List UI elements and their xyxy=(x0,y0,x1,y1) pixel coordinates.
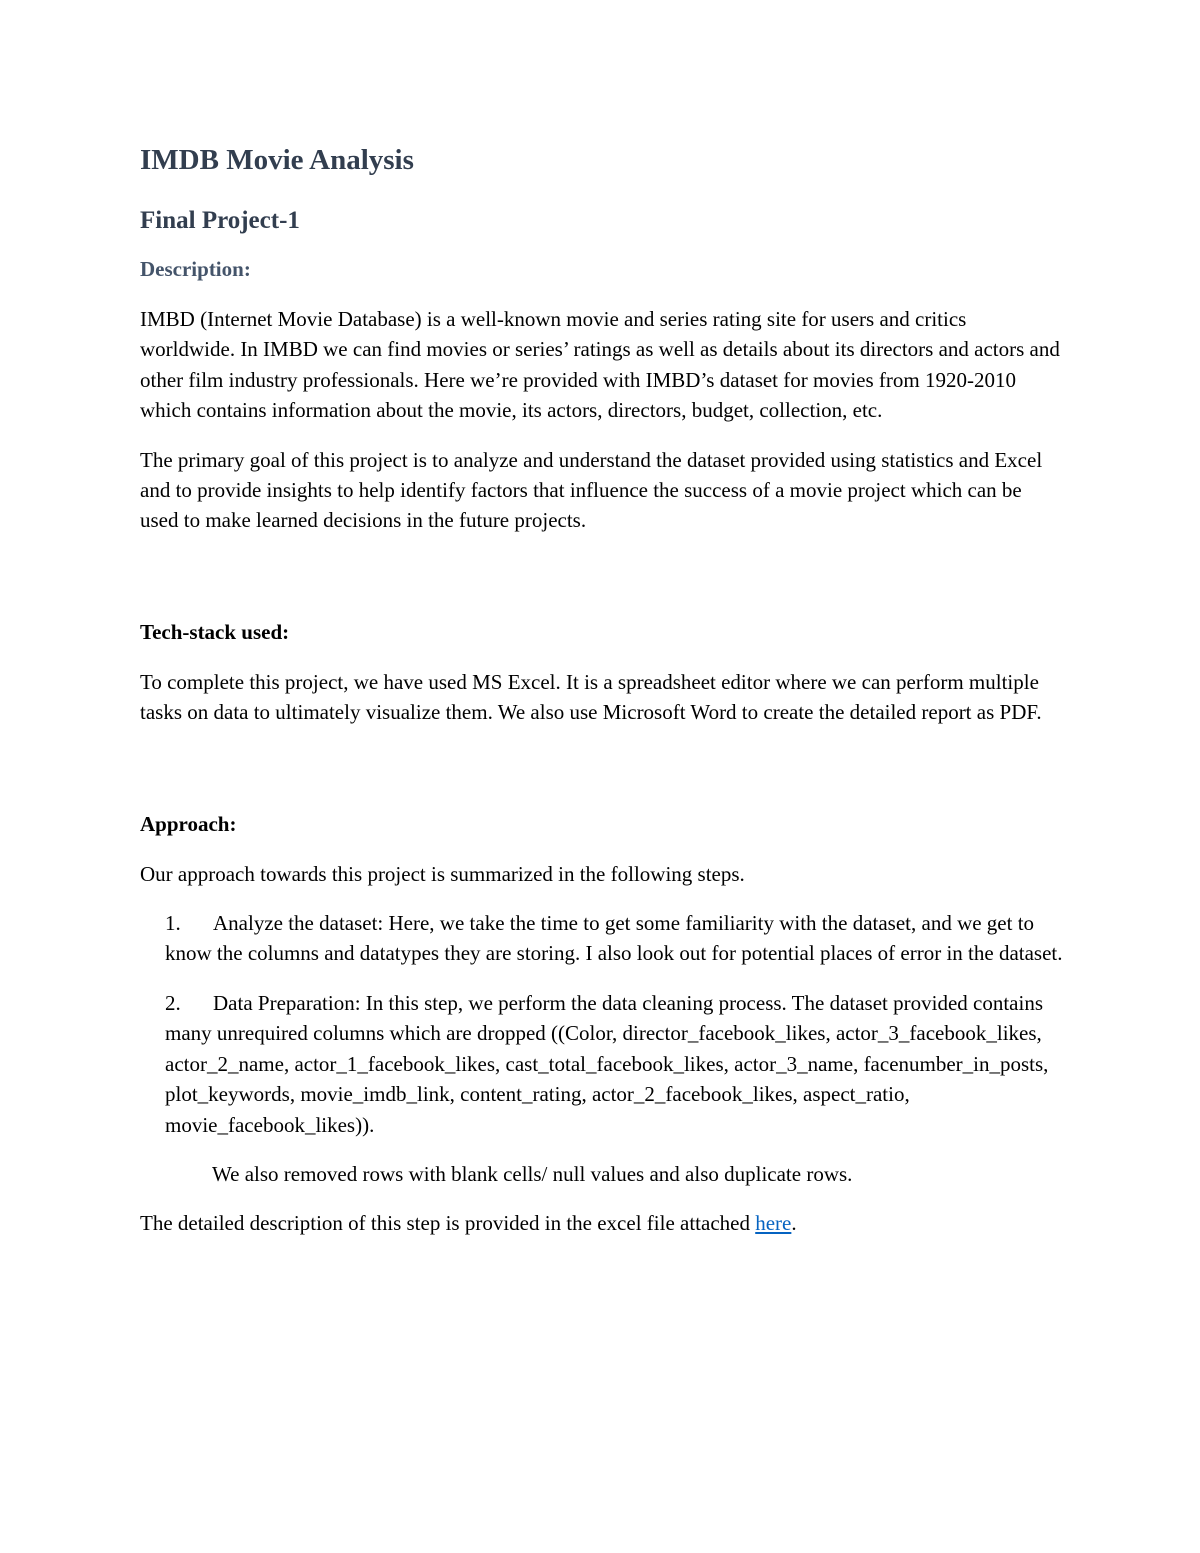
document-content xyxy=(140,140,1065,1258)
list-number: 2. xyxy=(165,990,181,1015)
list-item-text: Data Preparation: In this step, we perform the data cleaning process. The dataset provided contains many unrequired columns which are dropped ((Color, director_facebook_likes, actor_3_facebook_likes, actor_2_name, actor_1_facebook_likes, cast_total_facebook_likes, actor_3_name, facenumber_in_posts, plot_keywords, movie_imdb_link, content_rating, actor_2_facebook_likes, aspect_ratio, movie_facebook_likes)). xyxy=(165,990,1049,1137)
approach-heading: Approach: xyxy=(140,811,237,836)
approach-closing xyxy=(140,1208,1065,1238)
list-item-text: Analyze the dataset: Here, we take the time to get some familiarity with the dataset, and we get to know the columns and datatypes they are storing. I also look out for potential places of error in the dataset. xyxy=(165,911,1063,966)
document-subtitle: Final Project-1 xyxy=(140,207,300,234)
approach-note: We also removed rows with blank cells/ null values and also duplicate rows. xyxy=(212,1161,853,1186)
excel-file-link[interactable]: here xyxy=(755,1211,792,1236)
closing-text: The detailed description of this step is provided in the excel file attached xyxy=(140,1211,756,1236)
tech-stack-paragraph: To complete this project, we have used MS Excel. It is a spreadsheet editor where we can perform multiple tasks on data to ultimately visualize them. We also use Microsoft Word to create the detailed report as PDF. xyxy=(140,669,1042,725)
description-paragraph-1: IMBD (Internet Movie Database) is a well-known movie and series rating site for users and critics worldwide. In IMBD we can find movies or series’ ratings as well as details about its directors and actors and other film industry professionals. Here we’re provided with IMBD’s dataset for movies from 1920-2010 which contains information about the movie, its actors, directors, budget, collection, etc. xyxy=(140,307,1060,423)
approach-intro: Our approach towards this project is summarized in the following steps. xyxy=(140,861,745,886)
document-title: IMDB Movie Analysis xyxy=(140,144,414,176)
description-heading: Description: xyxy=(140,257,251,281)
spacer xyxy=(140,747,1065,809)
description-paragraph-2: The primary goal of this project is to analyze and understand the dataset provided using statistics and Excel and to provide insights to help identify factors that influence the success of a movie project which can be used to make learned decisions in the future projects. xyxy=(140,447,1043,533)
tech-stack-heading: Tech-stack used: xyxy=(140,619,290,644)
approach-step-1 xyxy=(165,908,1065,969)
list-number: 1. xyxy=(165,911,181,936)
approach-step-2 xyxy=(165,988,1065,1140)
spacer xyxy=(140,555,1065,617)
closing-period: . xyxy=(791,1211,797,1236)
